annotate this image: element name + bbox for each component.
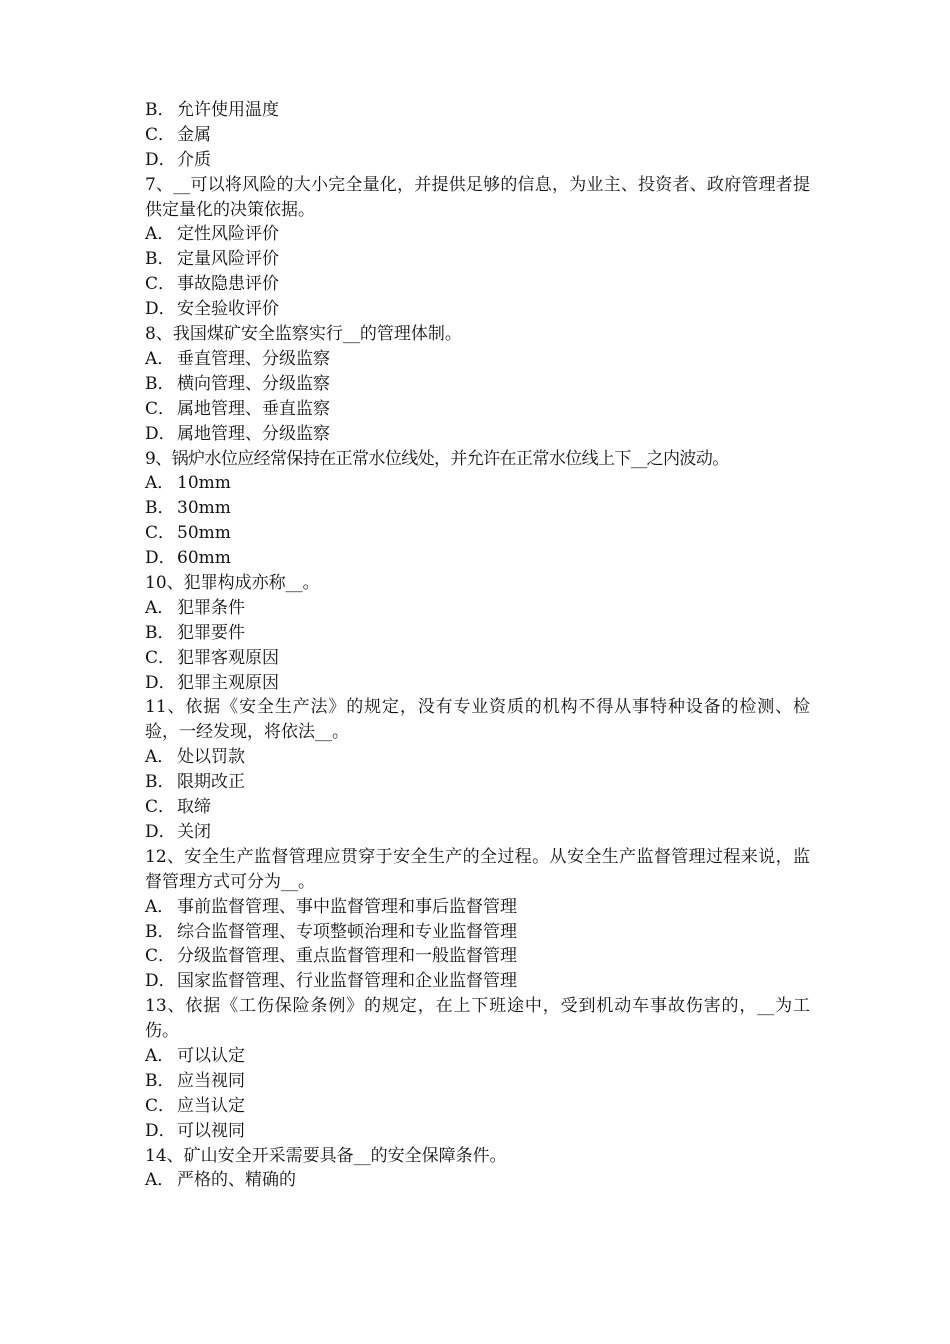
option-item: [145, 471, 810, 496]
option-text: 30mm: [177, 498, 231, 519]
option-text: 50mm: [177, 523, 231, 544]
option-text: 属地管理、垂直监察: [177, 398, 330, 419]
question-12: [145, 845, 810, 994]
question-8: [145, 322, 810, 446]
option-letter: C．: [145, 797, 176, 818]
option-text: 10mm: [177, 473, 231, 494]
question-text: 7、__可以将风险的大小完全量化，并提供足够的信息，为业主、投资者、政府管理者提供定量化的决策依据。: [145, 174, 810, 220]
option-text: 横向管理、分级监察: [177, 373, 330, 394]
option-letter: B．: [145, 373, 175, 394]
question-7: [145, 173, 810, 322]
option-item: [145, 895, 810, 920]
option-item: [145, 745, 810, 770]
option-text: 国家监督管理、行业监督管理和企业监督管理: [177, 971, 517, 992]
option-item: [145, 944, 810, 969]
option-letter: C．: [145, 946, 176, 967]
option-letter: A．: [145, 1046, 175, 1067]
option-item: [145, 297, 810, 322]
option-text: 60mm: [177, 548, 231, 569]
option-text: 可以视同: [177, 1120, 245, 1141]
option-letter: A．: [145, 597, 175, 618]
option-letter: D．: [145, 1120, 176, 1141]
option-letter: D．: [145, 299, 176, 320]
option-letter: C．: [145, 1095, 176, 1116]
option-text: 安全验收评价: [177, 299, 279, 320]
option-text: 金属: [177, 124, 211, 145]
option-item: [145, 969, 810, 994]
option-item: [145, 770, 810, 795]
option-item: [145, 795, 810, 820]
option-text: 应当视同: [177, 1070, 245, 1091]
option-text: 属地管理、分级监察: [177, 423, 330, 444]
option-letter: A．: [145, 348, 175, 369]
option-text: 事故隐患评价: [177, 274, 279, 295]
option-letter: B．: [145, 249, 175, 270]
option-item: [145, 123, 810, 148]
option-text: 允许使用温度: [177, 100, 279, 120]
option-letter: B．: [145, 498, 175, 519]
option-letter: B．: [145, 772, 175, 793]
option-item: [145, 646, 810, 671]
option-text: 限期改正: [177, 772, 245, 793]
option-letter: B．: [145, 100, 175, 120]
option-item: [145, 272, 810, 297]
option-text: 应当认定: [177, 1095, 245, 1116]
question-9: [145, 447, 810, 571]
option-item: [145, 222, 810, 247]
lead-option-list: [145, 98, 810, 173]
option-text: 分级监督管理、重点监督管理和一般监督管理: [177, 946, 517, 967]
option-item: [145, 920, 810, 945]
option-text: 取缔: [177, 797, 211, 818]
option-letter: C．: [145, 647, 176, 668]
option-letter: B．: [145, 1070, 175, 1091]
option-letter: D．: [145, 149, 176, 170]
option-letter: B．: [145, 921, 175, 942]
option-item: [145, 148, 810, 173]
option-item: [145, 496, 810, 521]
option-letter: A．: [145, 224, 175, 245]
question-14: [145, 1144, 810, 1194]
option-text: 事前监督管理、事中监督管理和事后监督管理: [177, 896, 517, 917]
option-item: [145, 546, 810, 571]
option-item: [145, 521, 810, 546]
option-item: [145, 1168, 810, 1193]
option-text: 犯罪条件: [177, 597, 245, 618]
option-letter: A．: [145, 1170, 175, 1191]
option-item: [145, 247, 810, 272]
question-text: 12、安全生产监督管理应贯穿于安全生产的全过程。从安全生产监督管理过程来说，监督管理方式可分为__。: [145, 846, 810, 892]
option-item: [145, 596, 810, 621]
option-text: 犯罪主观原因: [177, 672, 279, 693]
option-letter: D．: [145, 672, 176, 693]
question-11: [145, 695, 810, 844]
option-item: [145, 1044, 810, 1069]
question-text: 10、犯罪构成亦称__。: [145, 572, 320, 593]
option-letter: C．: [145, 523, 176, 544]
option-item: [145, 1119, 810, 1144]
option-text: 关闭: [177, 821, 211, 842]
option-letter: C．: [145, 398, 176, 419]
question-text: 9、锅炉水位应经常保持在正常水位线处，并允许在正常水位线上下__之内波动。: [145, 448, 729, 469]
option-item: [145, 671, 810, 696]
question-13: [145, 994, 810, 1143]
option-letter: D．: [145, 548, 176, 569]
question-text: 11、依据《安全生产法》的规定，没有专业资质的机构不得从事特种设备的检测、检验，一经发现，将依法__。: [145, 697, 810, 743]
question-10: [145, 571, 810, 695]
option-item: [145, 347, 810, 372]
option-letter: A．: [145, 896, 175, 917]
option-text: 综合监督管理、专项整顿治理和专业监督管理: [177, 921, 517, 942]
option-text: 定性风险评价: [177, 224, 279, 245]
option-item: [145, 397, 810, 422]
option-text: 犯罪要件: [177, 622, 245, 643]
option-text: 介质: [177, 149, 211, 170]
option-item: [145, 1094, 810, 1119]
question-text: 14、矿山安全开采需要具备__的安全保障条件。: [145, 1145, 507, 1166]
option-item: [145, 1069, 810, 1094]
option-letter: B．: [145, 622, 175, 643]
option-letter: C．: [145, 124, 176, 145]
option-letter: D．: [145, 821, 176, 842]
document-page: [145, 98, 810, 1193]
option-text: 犯罪客观原因: [177, 647, 279, 668]
option-item: [145, 98, 810, 123]
option-letter: A．: [145, 473, 175, 494]
option-item: [145, 820, 810, 845]
option-text: 垂直管理、分级监察: [177, 348, 330, 369]
option-letter: D．: [145, 971, 176, 992]
option-item: [145, 372, 810, 397]
option-text: 定量风险评价: [177, 249, 279, 270]
question-text: 13、依据《工伤保险条例》的规定，在上下班途中，受到机动车事故伤害的，__为工伤。: [145, 996, 810, 1042]
option-text: 处以罚款: [177, 747, 245, 768]
option-text: 可以认定: [177, 1046, 245, 1067]
question-text: 8、我国煤矿安全监察实行__的管理体制。: [145, 324, 462, 345]
option-letter: A．: [145, 747, 175, 768]
option-item: [145, 422, 810, 447]
option-item: [145, 621, 810, 646]
option-text: 严格的、精确的: [177, 1170, 296, 1191]
option-letter: C．: [145, 274, 176, 295]
option-letter: D．: [145, 423, 176, 444]
